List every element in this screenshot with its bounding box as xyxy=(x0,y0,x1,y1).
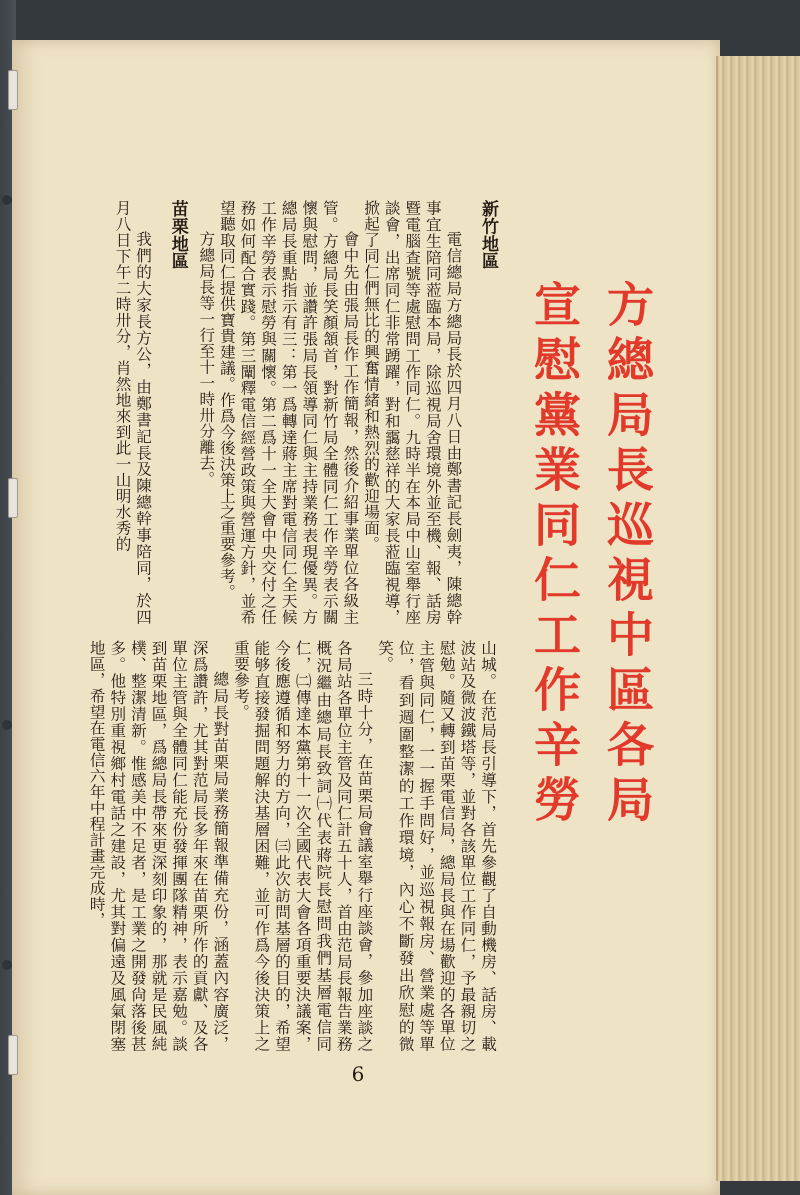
paragraph: 電信總局方總局長於四月八日由鄭書記長劍夷，陳總幹事宜生陪同蒞臨本局，除巡視局舍環境外並至機、報、話房暨電腦查號等處慰問工作同仁。九時半在本局中山室舉行座談會，出席同仁非常踴躍，對和靄慈祥的大家長蒞臨視導，掀起了同仁們無比的興奮情緒和熱烈的歡迎場面。 xyxy=(362,200,463,625)
binding-staple-top xyxy=(8,70,18,110)
paragraph: 方總局長等一行至十一時卅分離去。 xyxy=(197,231,216,488)
paragraph: 總局長對苗栗局業務簡報準備充份，涵蓋內容廣泛，深爲讚許，尤其對范局長多年來在苗栗所作的貢獻、及各單位主管與全體同仁能充份發揮團隊精神，表示嘉勉。談到苗栗地區，爲總局長帶來更深刻印象的，那就是民風純樸、整潔清新。惟感美中不足者，是工業之開發尙落後甚多。他特別重視鄉村電話之建設，尤其對偏遠及風氣閉塞地區，希望在電信六年中程計畫完成時， xyxy=(87,640,230,1052)
section-heading-hsinchu: 新竹地區 xyxy=(478,200,498,270)
lower-text-block xyxy=(60,640,498,1052)
paragraph: 我們的大家長方公，由鄭書記長及陳總幹事陪同，於四月八日下午二時卅分，肖然地來到此一山明水秀的 xyxy=(113,200,153,625)
paragraph: 三時十分，在苗栗局會議室舉行座談會，參加座談之各局站各單位主管及同仁計五十人，首由范局長報告業務概況繼由總局長致詞㈠代表蔣院長慰問我們基層電信同仁，㈡傳達本黨第十一次全國代表大會各項重要決議案，今後應遵循和努力的方向，㈢此次訪問基層的目的，希望能够直接發掘問題解決基層困難，並可作爲今後決策上之重要參考。 xyxy=(231,640,374,1052)
headline-line-2: 宣慰黨業同仁工作辛勞 xyxy=(526,280,581,830)
headline-line-1: 方總局長巡視中區各局 xyxy=(599,280,654,830)
page-stack-edge xyxy=(716,56,800,1181)
section-heading-miaoli: 苗栗地區 xyxy=(167,200,188,270)
binding-staple-bottom xyxy=(8,1035,18,1075)
binding-hole xyxy=(2,720,12,730)
page-number: 6 xyxy=(351,1062,365,1086)
paragraph: 會中先由張局長作工作簡報，然後介紹事業單位各級主管。方總局長笑顏頷首，對新竹局全體同仁工作辛勞表示關懷與慰問，並讚許張局長領導同仁與主持業務表現優異。方總局長重點指示有三：第一爲轉達蔣主席對電信同仁全天候工作辛勞表示慰勞與關懷。第二爲十一全大會中央交付之任務如何配合實踐。第三闡釋電信經營政策與營運方針，並希望聽取同仁提供寶貴建議。作爲今後決策上之重要參考。 xyxy=(217,200,360,625)
upper-text-block xyxy=(60,200,498,625)
binding-staple-middle xyxy=(8,478,18,518)
paragraph: 山城。在范局長引導下，首先參觀了自動機房、話房、載波站及微波鐵塔等，並對各該單位工作同仁，予最親切之慰勉。隨又轉到苗栗電信局，總局長與在場歡迎的各單位主管與同仁，一一握手問好，並巡視報房、營業處等單位，看到週圍整潔的工作環境，內心不斷發出欣慰的微笑。 xyxy=(376,640,497,1052)
binding-hole xyxy=(2,195,12,205)
binding-hole xyxy=(2,960,12,970)
